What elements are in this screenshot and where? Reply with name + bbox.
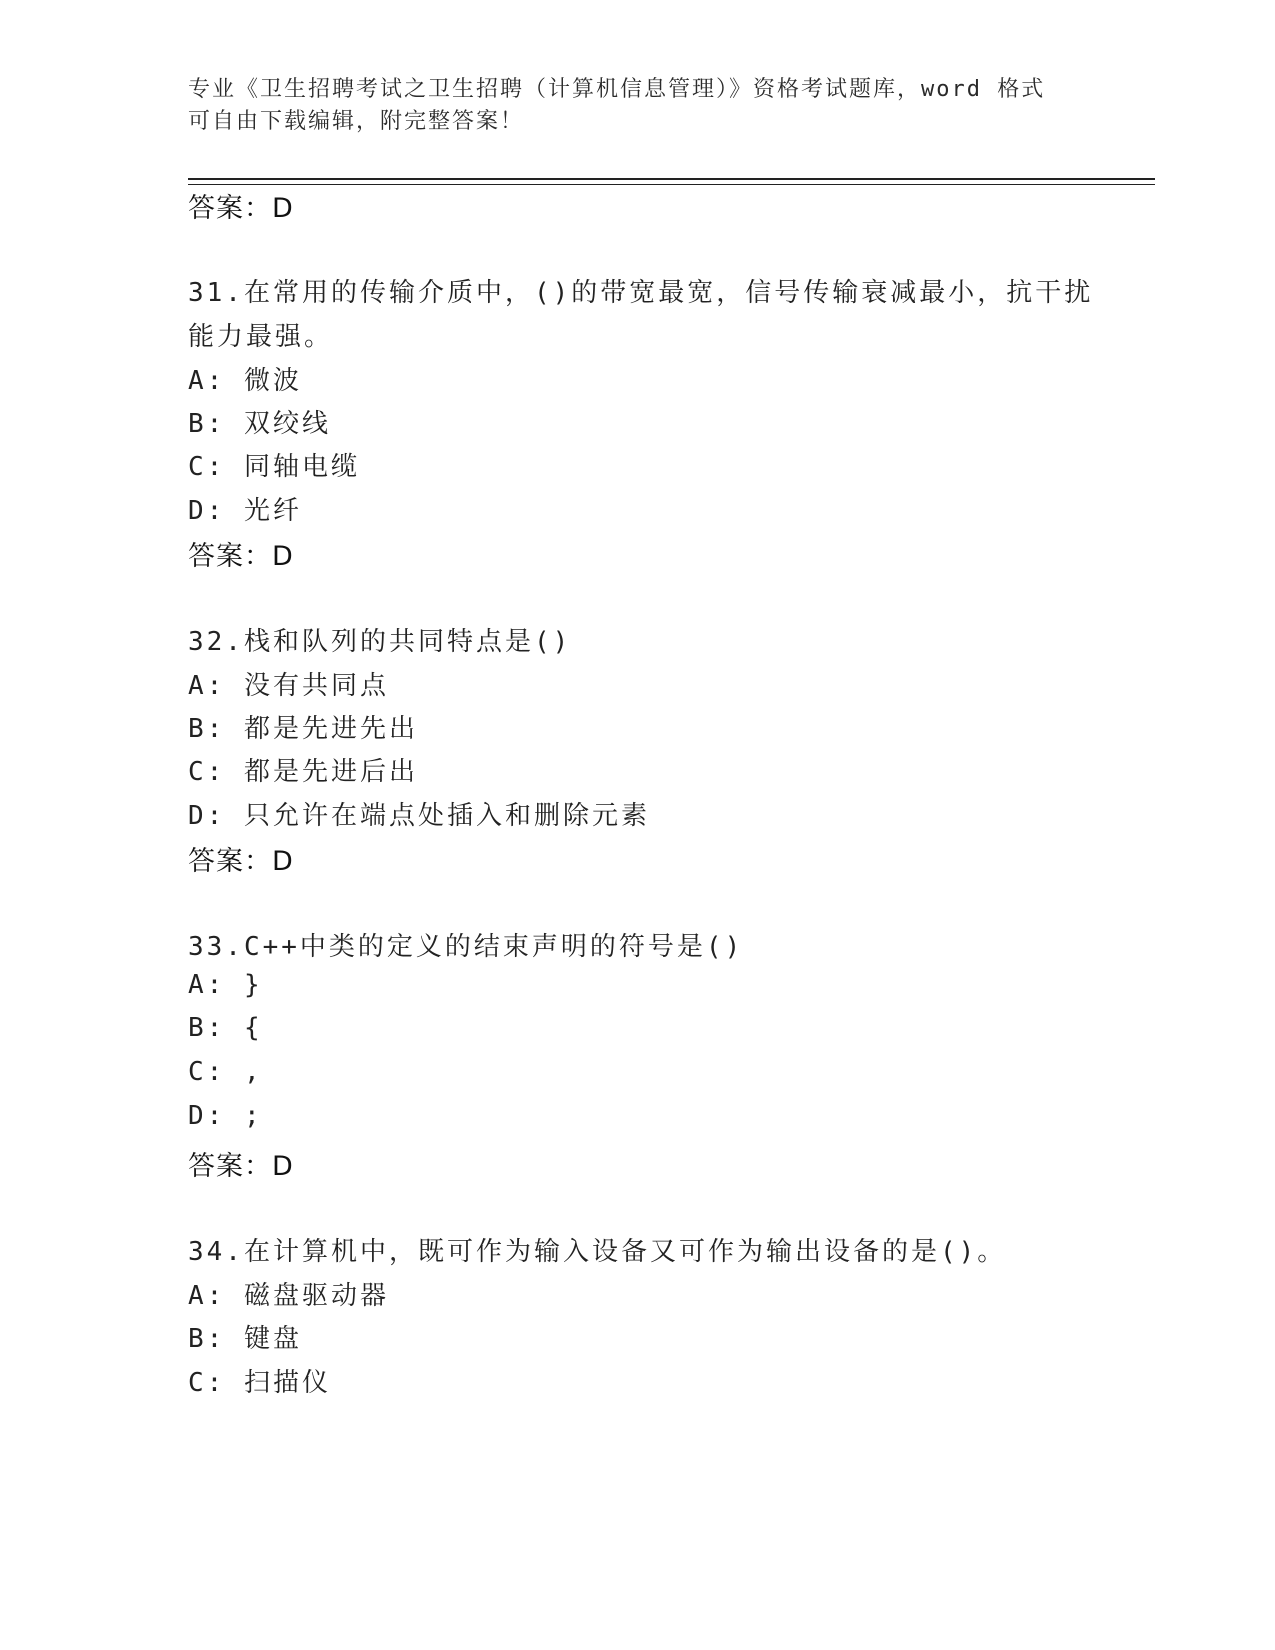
header-line-1: 专业《卫生招聘考试之卫生招聘（计算机信息管理）》资格考试题库，word 格式 bbox=[188, 77, 1046, 102]
question-33-option-c: C: , bbox=[188, 1057, 263, 1087]
question-31-stem-line2: 能力最强。 bbox=[188, 322, 334, 352]
question-33-option-a: A: } bbox=[188, 970, 263, 1000]
header-line-2: 可自由下载编辑，附完整答案！ bbox=[188, 109, 525, 134]
question-32-stem: 32.栈和队列的共同特点是() bbox=[188, 627, 572, 657]
question-34-option-a: A: 磁盘驱动器 bbox=[188, 1281, 389, 1311]
header-divider-thin bbox=[188, 184, 1155, 185]
question-31-option-b: B: 双绞线 bbox=[188, 409, 331, 439]
question-33-stem: 33.C++中类的定义的结束声明的符号是() bbox=[188, 932, 744, 962]
question-32-option-d: D: 只允许在端点处插入和删除元素 bbox=[188, 801, 650, 831]
question-33-answer: 答案：D bbox=[188, 1151, 294, 1182]
question-31-option-a: A: 微波 bbox=[188, 366, 302, 396]
question-32-option-c: C: 都是先进后出 bbox=[188, 757, 418, 787]
question-34-stem: 34.在计算机中，既可作为输入设备又可作为输出设备的是()。 bbox=[188, 1237, 1007, 1267]
question-34-option-c: C: 扫描仪 bbox=[188, 1368, 331, 1398]
question-33-option-b: B: { bbox=[188, 1013, 263, 1043]
question-31-answer: 答案：D bbox=[188, 541, 294, 572]
question-34-option-b: B: 键盘 bbox=[188, 1324, 302, 1354]
question-31-option-d: D: 光纤 bbox=[188, 496, 302, 526]
question-32-answer: 答案：D bbox=[188, 846, 294, 877]
answer-prev: 答案：D bbox=[188, 193, 294, 224]
question-32-option-b: B: 都是先进先出 bbox=[188, 714, 418, 744]
question-31-option-c: C: 同轴电缆 bbox=[188, 452, 360, 482]
question-31-stem-line1: 31.在常用的传输介质中，()的带宽最宽，信号传输衰减最小，抗干扰 bbox=[188, 278, 1094, 308]
document-header bbox=[188, 74, 1088, 138]
question-33-option-d: D: ; bbox=[188, 1101, 263, 1131]
header-divider-thick bbox=[188, 178, 1155, 180]
question-32-option-a: A: 没有共同点 bbox=[188, 671, 389, 701]
